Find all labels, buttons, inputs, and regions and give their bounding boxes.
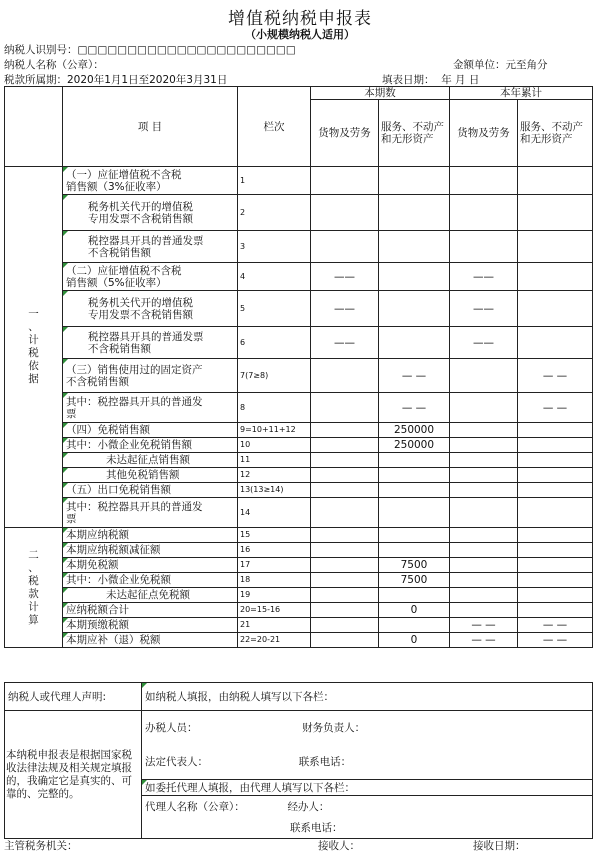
- row-line-number: 19: [238, 588, 311, 603]
- row-item-label: 本期应补（退）税额: [63, 633, 238, 648]
- value-cell[interactable]: [450, 359, 518, 393]
- value-cell[interactable]: ——: [450, 263, 518, 291]
- value-cell[interactable]: [518, 291, 593, 327]
- table-row: [5, 558, 593, 573]
- table-row: [5, 393, 593, 423]
- value-cell[interactable]: ——: [311, 263, 379, 291]
- section-char: 一: [28, 308, 39, 320]
- value-cell[interactable]: [450, 393, 518, 423]
- row-item-label: 本期应纳税额: [63, 528, 238, 543]
- value-cell[interactable]: [311, 231, 379, 263]
- value-cell[interactable]: [379, 588, 450, 603]
- row-line-number: 18: [238, 573, 311, 588]
- value-cell[interactable]: [518, 327, 593, 359]
- row-line-number: 16: [238, 543, 311, 558]
- value-cell[interactable]: ——: [450, 327, 518, 359]
- value-cell[interactable]: [379, 528, 450, 543]
- row-item-label: 税务机关代开的增值税 专用发票不含税销售额: [63, 291, 238, 327]
- value-cell[interactable]: [379, 327, 450, 359]
- value-cell[interactable]: [518, 588, 593, 603]
- value-cell[interactable]: [311, 483, 379, 498]
- value-cell[interactable]: [450, 423, 518, 438]
- col-current-header: 本期数: [311, 87, 450, 100]
- declaration-table: [4, 682, 593, 839]
- row-line-number: 13(13≥14): [238, 483, 311, 498]
- table-row: [5, 195, 593, 231]
- value-cell[interactable]: [311, 453, 379, 468]
- value-cell[interactable]: [379, 453, 450, 468]
- row-line-number: 5: [238, 291, 311, 327]
- value-cell[interactable]: [518, 498, 593, 528]
- section-char: 款: [28, 587, 39, 600]
- value-cell[interactable]: [518, 468, 593, 483]
- table-row: [5, 291, 593, 327]
- phone-field-2[interactable]: 联系电话：: [290, 822, 343, 834]
- statement-label: 纳税人或代理人声明:: [5, 683, 142, 711]
- fill-date-label: 填表日期：: [382, 74, 435, 86]
- row-line-number: 20=15-16: [238, 603, 311, 618]
- row-item-label: 税控器具开具的普通发票 不含税销售额: [63, 327, 238, 359]
- value-cell[interactable]: [518, 195, 593, 231]
- statement-text: 本纳税申报表是根据国家税收法律法规及相关规定填报的，我确定它是真实的、可靠的、完整的。: [5, 711, 142, 839]
- value-cell[interactable]: [450, 483, 518, 498]
- table-row: [5, 263, 593, 291]
- agent-handler-field[interactable]: 经办人：: [287, 801, 330, 813]
- section-char: 计: [28, 600, 39, 613]
- taxpayer-id-row: [4, 42, 296, 57]
- col-ytd-header: 本年累计: [450, 87, 593, 100]
- table-row: [5, 543, 593, 558]
- value-cell[interactable]: [518, 558, 593, 573]
- col-item-header: 项 目: [63, 87, 238, 167]
- value-cell[interactable]: [311, 603, 379, 618]
- finance-head-field[interactable]: 财务负责人：: [302, 722, 366, 734]
- value-cell[interactable]: [379, 483, 450, 498]
- value-cell[interactable]: [450, 558, 518, 573]
- table-row: [5, 573, 593, 588]
- row-line-number: 6: [238, 327, 311, 359]
- value-cell[interactable]: [379, 468, 450, 483]
- table-row: [5, 618, 593, 633]
- row-line-number: 15: [238, 528, 311, 543]
- section-basis-label: [5, 167, 63, 528]
- section-char: 据: [28, 373, 39, 385]
- tax-return-table: [4, 86, 593, 648]
- row-item-label: 其中：小微企业免税额: [63, 573, 238, 588]
- taxpayer-id-boxes[interactable]: □□□□□□□□□□□□□□□□□□□□□□: [77, 44, 296, 56]
- row-line-number: 17: [238, 558, 311, 573]
- value-cell[interactable]: [518, 483, 593, 498]
- row-line-number: 10: [238, 438, 311, 453]
- value-cell[interactable]: [450, 543, 518, 558]
- value-cell[interactable]: [311, 633, 379, 648]
- value-cell[interactable]: [518, 231, 593, 263]
- value-cell[interactable]: ——: [311, 291, 379, 327]
- value-cell[interactable]: [379, 167, 450, 195]
- value-cell[interactable]: [518, 528, 593, 543]
- value-cell[interactable]: [311, 167, 379, 195]
- col-goods-ytd: 货物及劳务: [450, 100, 518, 167]
- value-cell[interactable]: [311, 498, 379, 528]
- value-cell[interactable]: [311, 558, 379, 573]
- value-cell[interactable]: [450, 231, 518, 263]
- value-cell[interactable]: [450, 528, 518, 543]
- taxpayer-id-label: 纳税人识别号：: [4, 44, 78, 56]
- fill-date: [382, 72, 479, 87]
- value-cell[interactable]: [379, 263, 450, 291]
- section-char: 二: [28, 548, 39, 561]
- value-cell[interactable]: 7500: [379, 573, 450, 588]
- value-cell[interactable]: [311, 438, 379, 453]
- row-line-number: 21: [238, 618, 311, 633]
- value-cell[interactable]: [518, 453, 593, 468]
- row-line-number: 14: [238, 498, 311, 528]
- row-item-label: 本期预缴税额: [63, 618, 238, 633]
- fill-date-value[interactable]: 年 月 日: [441, 74, 480, 86]
- section-char: 算: [28, 613, 39, 626]
- col-services-current: 服务、不动产和无形资产: [379, 100, 450, 167]
- row-item-label: （三）销售使用过的固定资产 不含税销售额: [63, 359, 238, 393]
- value-cell[interactable]: — —: [450, 633, 518, 648]
- row-item-label: 本期应纳税额减征额: [63, 543, 238, 558]
- value-cell[interactable]: [379, 618, 450, 633]
- value-cell[interactable]: [311, 423, 379, 438]
- section-calc-label: [5, 528, 63, 648]
- value-cell[interactable]: — —: [450, 618, 518, 633]
- table-row: [5, 468, 593, 483]
- value-cell[interactable]: [311, 393, 379, 423]
- table-row: [5, 359, 593, 393]
- value-cell[interactable]: 250000: [379, 438, 450, 453]
- value-cell[interactable]: — —: [518, 618, 593, 633]
- section-char: 税: [28, 574, 39, 587]
- table-row: [5, 423, 593, 438]
- row-item-label: 本期免税额: [63, 558, 238, 573]
- taxpayer-name-label: 纳税人名称（公章）：: [4, 59, 104, 71]
- value-cell[interactable]: [518, 603, 593, 618]
- value-cell[interactable]: [450, 588, 518, 603]
- row-line-number: 22=20-21: [238, 633, 311, 648]
- unit-label: 金额单位：元至角分: [453, 59, 548, 71]
- value-cell[interactable]: [311, 195, 379, 231]
- agent-fill-note: 如委托代理人填报，由代理人填写以下各栏：: [142, 780, 593, 796]
- value-cell[interactable]: — —: [379, 393, 450, 423]
- section-char: 依: [28, 360, 39, 372]
- value-cell[interactable]: [518, 543, 593, 558]
- period-label: 税款所属期：2020年1月1日至2020年3月31日: [4, 74, 228, 86]
- value-cell[interactable]: [379, 195, 450, 231]
- form-subtitle: （小规模纳税人适用）: [245, 28, 355, 41]
- value-cell[interactable]: [518, 423, 593, 438]
- row-item-label: 其中：小微企业免税销售额: [63, 438, 238, 453]
- value-cell[interactable]: ——: [450, 291, 518, 327]
- row-line-number: 2: [238, 195, 311, 231]
- table-row: [5, 528, 593, 543]
- row-item-label: 未达起征点销售额: [63, 453, 238, 468]
- value-cell[interactable]: 7500: [379, 558, 450, 573]
- table-row: [5, 603, 593, 618]
- table-row: [5, 438, 593, 453]
- row-line-number: 11: [238, 453, 311, 468]
- receiver-label: 接收人：: [318, 840, 360, 852]
- row-item-label: （一）应征增值税不含税 销售额（3%征收率）: [63, 167, 238, 195]
- table-row: [5, 327, 593, 359]
- value-cell[interactable]: — —: [518, 633, 593, 648]
- value-cell[interactable]: [518, 438, 593, 453]
- agent-name-field[interactable]: 代理人名称（公章）：: [145, 801, 245, 813]
- row-line-number: 1: [238, 167, 311, 195]
- value-cell[interactable]: [518, 263, 593, 291]
- value-cell[interactable]: [518, 167, 593, 195]
- value-cell[interactable]: — —: [518, 359, 593, 393]
- self-fill-note: 如纳税人填报，由纳税人填写以下各栏：: [142, 683, 593, 711]
- table-row: [5, 498, 593, 528]
- value-cell[interactable]: [450, 167, 518, 195]
- value-cell[interactable]: [450, 573, 518, 588]
- value-cell[interactable]: [379, 498, 450, 528]
- row-line-number: 3: [238, 231, 311, 263]
- section-char: 、: [28, 321, 39, 333]
- row-line-number: 4: [238, 263, 311, 291]
- row-item-label: 未达起征点免税额: [63, 588, 238, 603]
- value-cell[interactable]: [450, 468, 518, 483]
- value-cell[interactable]: [311, 573, 379, 588]
- table-row: [5, 483, 593, 498]
- form-title: 增值税纳税申报表: [228, 9, 372, 29]
- row-item-label: 其他免税销售额: [63, 468, 238, 483]
- section-char: 税: [28, 347, 39, 359]
- value-cell[interactable]: [450, 498, 518, 528]
- value-cell[interactable]: [518, 573, 593, 588]
- value-cell[interactable]: [450, 453, 518, 468]
- value-cell[interactable]: [311, 528, 379, 543]
- value-cell[interactable]: 0: [379, 633, 450, 648]
- row-line-number: 8: [238, 393, 311, 423]
- table-row: [5, 167, 593, 195]
- section-char: 计: [28, 334, 39, 346]
- row-line-number: 12: [238, 468, 311, 483]
- value-cell[interactable]: 0: [379, 603, 450, 618]
- tax-office-label: 主管税务机关：: [4, 840, 78, 852]
- section-char: 、: [28, 561, 39, 574]
- agent-fields: [142, 796, 593, 839]
- row-item-label: 其中：税控器具开具的普通发 票: [63, 393, 238, 423]
- legal-rep-field[interactable]: 法定代表人：: [145, 756, 208, 768]
- col-services-ytd: 服务、不动产和无形资产: [518, 100, 593, 167]
- value-cell[interactable]: [379, 291, 450, 327]
- value-cell[interactable]: ——: [311, 327, 379, 359]
- row-line-number: 9=10+11+12: [238, 423, 311, 438]
- value-cell[interactable]: [379, 231, 450, 263]
- row-line-number: 7(7≥8): [238, 359, 311, 393]
- value-cell[interactable]: [311, 588, 379, 603]
- row-item-label: （五）出口免税销售额: [63, 483, 238, 498]
- value-cell[interactable]: [311, 618, 379, 633]
- col-goods-current: 货物及劳务: [311, 100, 379, 167]
- row-item-label: （四）免税销售额: [63, 423, 238, 438]
- value-cell[interactable]: [311, 543, 379, 558]
- row-item-label: 应纳税额合计: [63, 603, 238, 618]
- table-row: [5, 453, 593, 468]
- value-cell[interactable]: [311, 468, 379, 483]
- value-cell[interactable]: [450, 195, 518, 231]
- value-cell[interactable]: [379, 543, 450, 558]
- col-line-header: 栏次: [238, 87, 311, 167]
- value-cell[interactable]: — —: [379, 359, 450, 393]
- receive-date-label: 接收日期：: [473, 840, 526, 852]
- row-item-label: 其中：税控器具开具的普通发 票: [63, 498, 238, 528]
- row-item-label: （二）应征增值税不含税 销售额（5%征收率）: [63, 263, 238, 291]
- corner-cell: [5, 87, 63, 167]
- table-row: [5, 633, 593, 648]
- value-cell[interactable]: [450, 438, 518, 453]
- value-cell[interactable]: [450, 603, 518, 618]
- handler-field[interactable]: 办税人员：: [145, 722, 198, 734]
- table-row: [5, 231, 593, 263]
- value-cell[interactable]: [311, 359, 379, 393]
- value-cell[interactable]: — —: [518, 393, 593, 423]
- row-item-label: 税务机关代开的增值税 专用发票不含税销售额: [63, 195, 238, 231]
- row-item-label: 税控器具开具的普通发票 不含税销售额: [63, 231, 238, 263]
- value-cell[interactable]: 250000: [379, 423, 450, 438]
- phone-field-1[interactable]: 联系电话：: [298, 756, 352, 768]
- self-fill-fields: [142, 711, 593, 780]
- table-row: [5, 588, 593, 603]
